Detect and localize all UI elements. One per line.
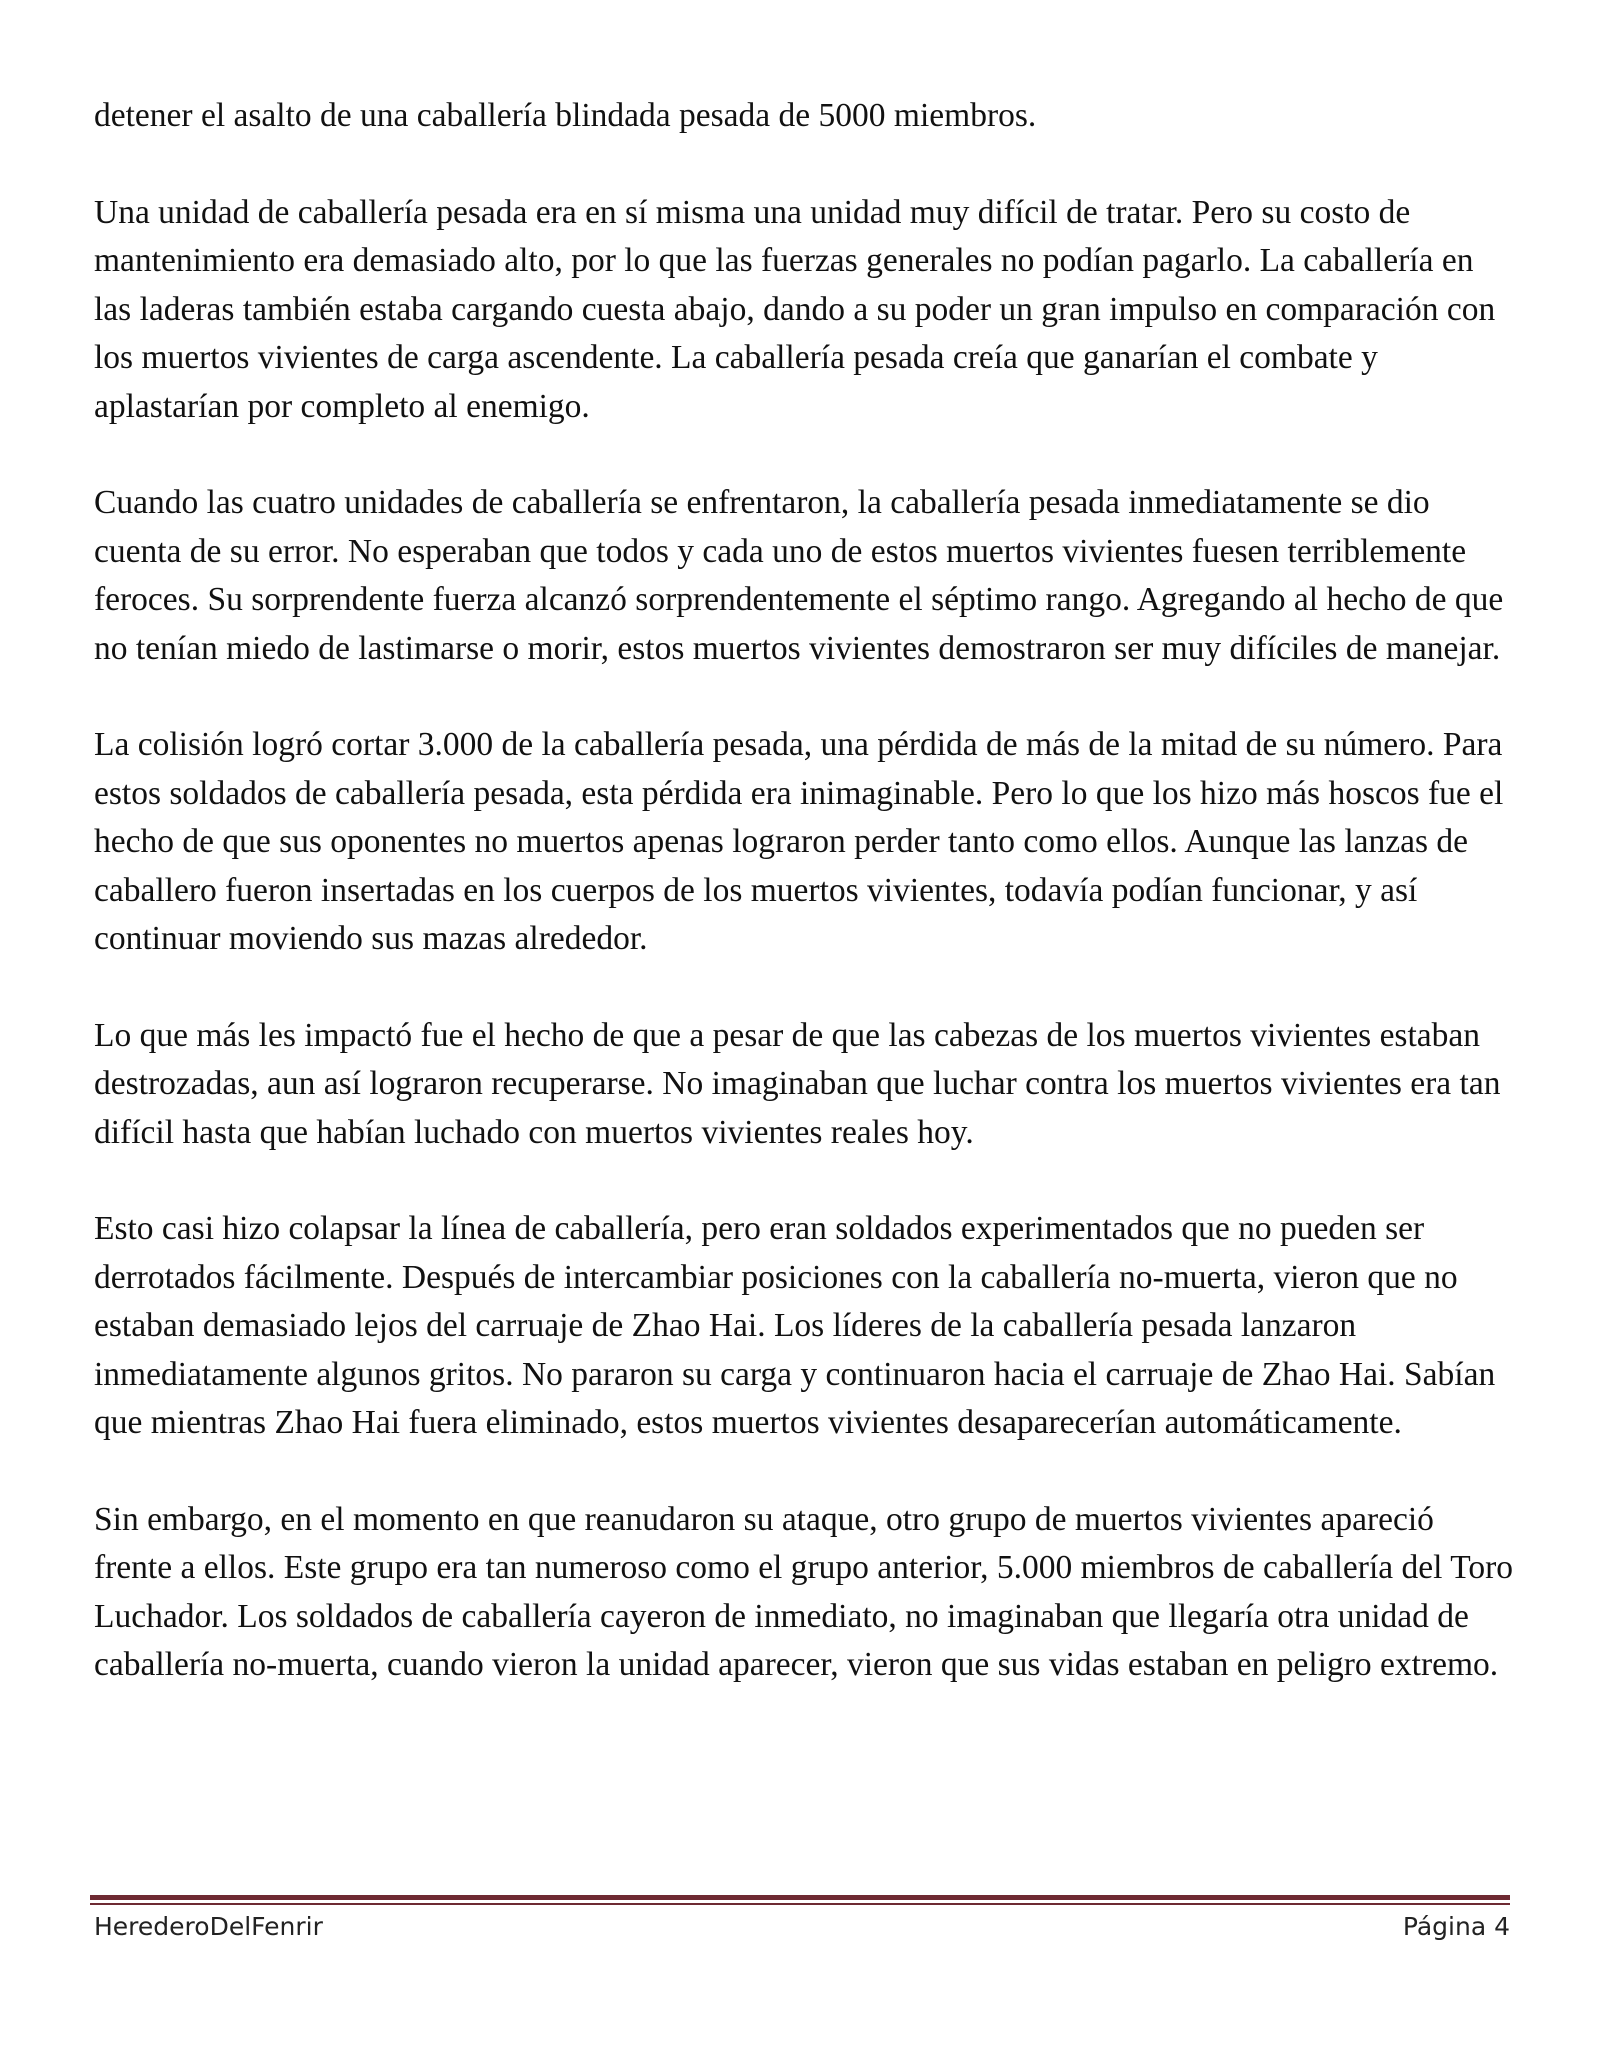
paragraph: Lo que más les impactó fue el hecho de que a pesar de que las cabezas de los muertos vivientes estaban destrozadas, aun así lograron recuperarse. No imaginaban que luchar contra los muertos vivientes era tan difícil hasta que habían luchado con muertos vivientes reales hoy. [94, 1016, 1501, 1151]
paragraph: detener el asalto de una caballería blindada pesada de 5000 miembros. [94, 97, 1037, 134]
footer-author: HerederoDelFenrir [94, 1912, 323, 1941]
paragraph: La colisión logró cortar 3.000 de la caballería pesada, una pérdida de más de la mitad de su número. Para estos soldados de caballería pesada, esta pérdida era inimaginable. Pero lo que los hizo más hoscos fue el hecho de que sus oponentes no muertos apenas lograron perder tanto como ellos. Aunque las lanzas de caballero fueron insertadas en los cuerpos de los muertos vivientes, todavía podían funcionar, y así continuar moviendo sus mazas alrededor. [94, 726, 1504, 957]
paragraph: Sin embargo, en el momento en que reanudaron su ataque, otro grupo de muertos vivientes apareció frente a ellos. Este grupo era tan numeroso como el grupo anterior, 5.000 miembros de caballería del Toro Luchador. Los soldados de caballería cayeron de inmediato, no imaginaban que llegaría otra unidad de caballería no-muerta, cuando vieron la unidad aparecer, vieron que sus vidas estaban en peligro extremo. [94, 1500, 1513, 1683]
paragraph: Esto casi hizo colapsar la línea de caballería, pero eran soldados experimentados que no pueden ser derrotados fácilmente. Después de intercambiar posiciones con la caballería no-muerta, vieron que no estaban demasiado lejos del carruaje de Zhao Hai. Los líderes de la caballería pesada lanzaron inmediatamente algunos gritos. No pararon su carga y continuaron hacia el carruaje de Zhao Hai. Sabían que mientras Zhao Hai fuera eliminado, estos muertos vivientes desaparecerían automáticamente. [94, 1210, 1496, 1441]
footer-rule-thin [90, 1903, 1510, 1905]
paragraph: Cuando las cuatro unidades de caballería se enfrentaron, la caballería pesada inmediatamente se dio cuenta de su error. No esperaban que todos y cada uno de estos muertos vivientes fuesen terriblemente feroces. Su sorprendente fuerza alcanzó sorprendentemente el séptimo rango. Agregando al hecho de que no tenían miedo de lastimarse o morir, estos muertos vivientes demostraron ser muy difíciles de manejar. [94, 484, 1504, 667]
paragraph: Una unidad de caballería pesada era en sí misma una unidad muy difícil de tratar. Pero su costo de mantenimiento era demasiado alto, por lo que las fuerzas generales no podían pagarlo. La caballería en las laderas también estaba cargando cuesta abajo, dando a su poder un gran impulso en comparación con los muertos vivientes de carga ascendente. La caballería pesada creía que ganarían el combate y aplastarían por completo al enemigo. [94, 193, 1496, 425]
footer-page-number: Página 4 [1402, 1912, 1510, 1941]
page-body [94, 92, 1514, 1738]
footer-rule-thick [90, 1895, 1510, 1900]
